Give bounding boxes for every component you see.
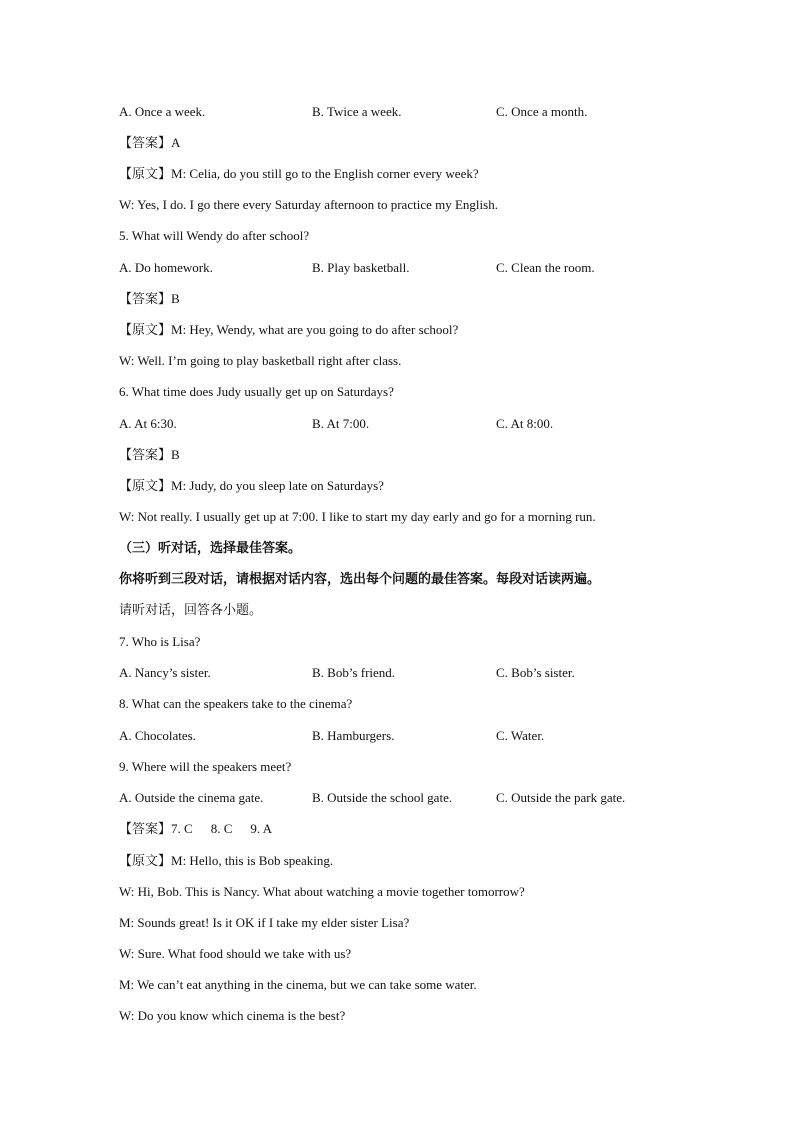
- q4-option-b: B. Twice a week.: [312, 104, 402, 119]
- q7-9-answer: [119, 821, 272, 837]
- answer-label: 【答案】: [119, 821, 172, 836]
- q5-option-c: C. Clean the room.: [496, 260, 595, 275]
- q6-option-b: B. At 7:00.: [312, 416, 370, 431]
- q7-option-a: A. Nancy’s sister.: [119, 665, 211, 680]
- q6-script-line: W: Not really. I usually get up at 7:00. I like to start my day early and go for a morning run.: [119, 509, 596, 524]
- answer-label: 【答案】: [119, 447, 172, 462]
- section-heading: （三）听对话，选择最佳答案。: [119, 540, 302, 555]
- q9-option-a: A. Outside the cinema gate.: [119, 790, 264, 805]
- q6-option-a: A. At 6:30.: [119, 416, 177, 431]
- q8-option-b: B. Hamburgers.: [312, 728, 395, 743]
- q9-option-c: C. Outside the park gate.: [496, 790, 626, 805]
- q9-option-b: B. Outside the school gate.: [312, 790, 453, 805]
- section-instruction: 你将听到三段对话，请根据对话内容，选出每个问题的最佳答案。每段对话读两遍。: [119, 571, 601, 586]
- q6-option-c: C. At 8:00.: [496, 416, 554, 431]
- answer-value: B: [171, 291, 180, 306]
- answer-label: 【答案】: [119, 291, 172, 306]
- section-prompt: 请听对话，回答各小题。: [119, 602, 263, 617]
- script-label: 【原文】: [119, 853, 172, 868]
- q5-option-b: B. Play basketball.: [312, 260, 410, 275]
- q7-question: 7. Who is Lisa?: [119, 634, 201, 649]
- answer-value: B: [171, 447, 180, 462]
- q5-script-line: W: Well. I’m going to play basketball right after class.: [119, 353, 402, 368]
- script-text: M: Hello, this is Bob speaking.: [171, 853, 334, 868]
- q7-option-b: B. Bob’s friend.: [312, 665, 396, 680]
- script-label: 【原文】: [119, 166, 172, 181]
- answer-7: 7. C: [171, 821, 193, 836]
- q7-9-script-line: [119, 853, 333, 869]
- q6-answer: [119, 447, 180, 463]
- q7-9-script-line: W: Hi, Bob. This is Nancy. What about watching a movie together tomorrow?: [119, 884, 525, 899]
- answer-label: 【答案】: [119, 135, 172, 150]
- q8-option-c: C. Water.: [496, 728, 545, 743]
- q6-script-line: [119, 478, 384, 494]
- script-text: M: Judy, do you sleep late on Saturdays?: [171, 478, 384, 493]
- q7-option-c: C. Bob’s sister.: [496, 665, 575, 680]
- answer-8: 8. C: [210, 821, 233, 836]
- script-label: 【原文】: [119, 478, 172, 493]
- q4-option-a: A. Once a week.: [119, 104, 206, 119]
- q7-9-script-line: W: Do you know which cinema is the best?: [119, 1008, 346, 1023]
- q4-script-line: W: Yes, I do. I go there every Saturday afternoon to practice my English.: [119, 197, 498, 212]
- answer-9: 9. A: [250, 821, 273, 836]
- q5-option-a: A. Do homework.: [119, 260, 213, 275]
- q7-9-script-line: M: We can’t eat anything in the cinema, but we can take some water.: [119, 977, 477, 992]
- q6-question: 6. What time does Judy usually get up on Saturdays?: [119, 384, 394, 399]
- q5-answer: [119, 291, 180, 307]
- script-label: 【原文】: [119, 322, 172, 337]
- q4-answer: [119, 135, 180, 151]
- q7-9-script-line: W: Sure. What food should we take with us?: [119, 946, 352, 961]
- q8-question: 8. What can the speakers take to the cinema?: [119, 696, 353, 711]
- q7-9-script-line: M: Sounds great! Is it OK if I take my elder sister Lisa?: [119, 915, 410, 930]
- q4-script-line: [119, 166, 479, 182]
- q4-option-c: C. Once a month.: [496, 104, 588, 119]
- q9-question: 9. Where will the speakers meet?: [119, 759, 292, 774]
- q5-script-line: [119, 322, 458, 338]
- q5-question: 5. What will Wendy do after school?: [119, 228, 310, 243]
- answer-value: A: [171, 135, 181, 150]
- script-text: M: Celia, do you still go to the English corner every week?: [171, 166, 479, 181]
- q8-option-a: A. Chocolates.: [119, 728, 196, 743]
- script-text: M: Hey, Wendy, what are you going to do after school?: [171, 322, 459, 337]
